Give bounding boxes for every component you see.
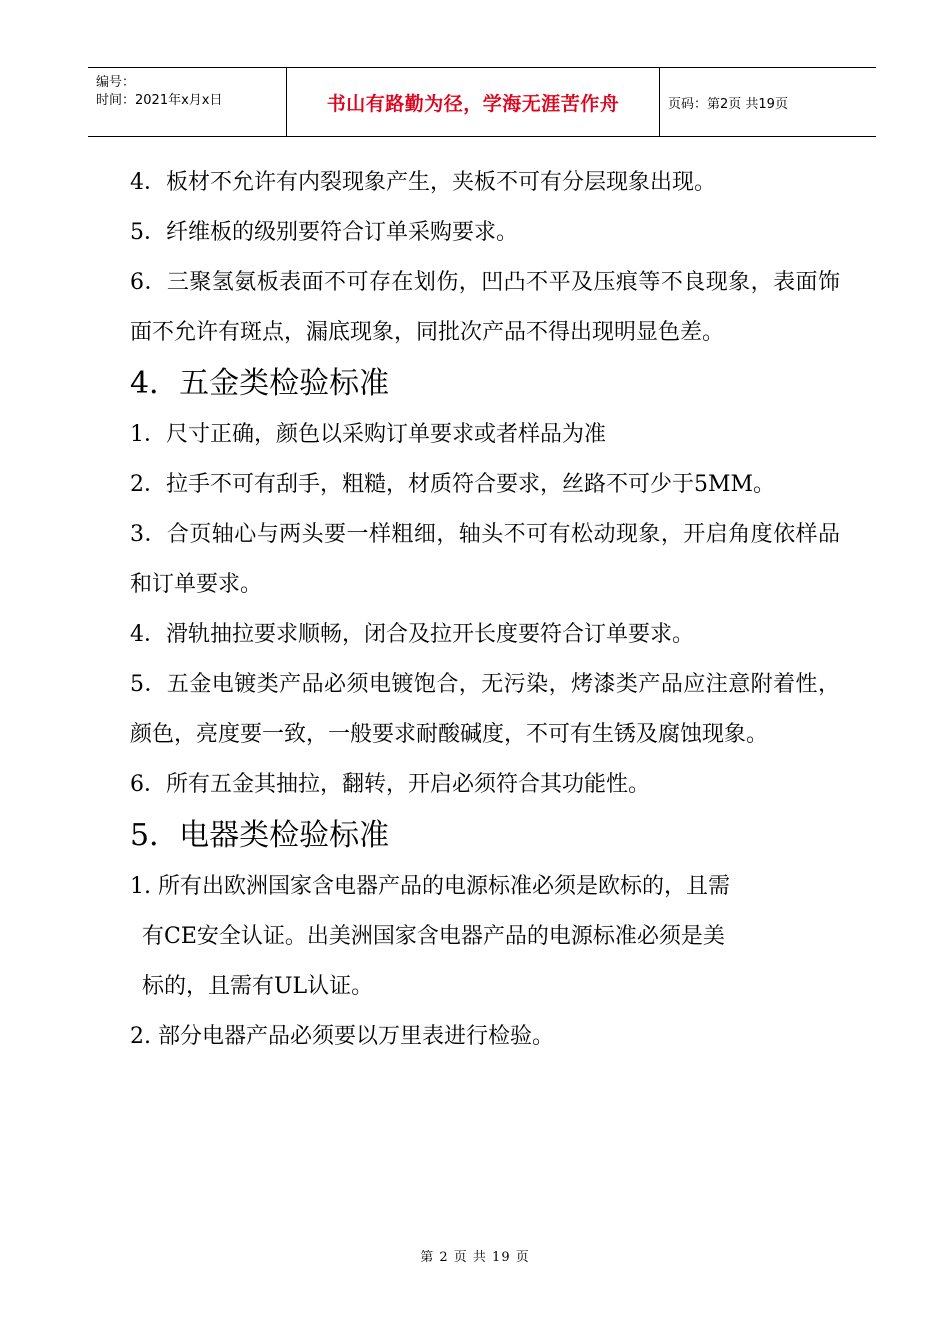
document-body: [130, 158, 840, 1062]
electrical-item-1-line-1: 1. 所有出欧洲国家含电器产品的电源标准必须是欧标的，且需: [130, 874, 730, 899]
paragraph-item-5: 5．纤维板的级别要符合订单采购要求。: [130, 220, 518, 245]
page-footer: 第 2 页 共 19 页: [420, 1250, 530, 1265]
paragraph-item-4: 4．板材不允许有内裂现象产生，夹板不可有分层现象出现。: [130, 170, 716, 195]
electrical-item-1-line-2: 有CE安全认证。出美洲国家含电器产品的电源标准必须是美: [142, 924, 725, 949]
header-motto: 书山有路勤为径，学海无涯苦作舟: [287, 68, 660, 136]
hardware-item-4: 4．滑轨抽拉要求顺畅，闭合及拉开长度要符合订单要求。: [130, 622, 694, 647]
hardware-item-5: 5．五金电镀类产品必须电镀饱合，无污染，烤漆类产品应注意附着性，颜色，亮度要一致，一般要求耐酸碱度，不可有生锈及腐蚀现象。: [130, 672, 840, 747]
hardware-item-2: 2．拉手不可有刮手，粗糙，材质符合要求，丝路不可少于5MM。: [130, 472, 776, 497]
paragraph-item-6: 6．三聚氢氨板表面不可存在划伤，凹凸不平及压痕等不良现象，表面饰面不允许有斑点，漏底现象，同批次产品不得出现明显色差。: [130, 270, 840, 345]
doc-time-label: 时间：2021年x月x日: [96, 93, 223, 108]
section-title-hardware: 4．五金类检验标准: [130, 366, 390, 401]
hardware-item-1: 1．尺寸正确，颜色以采购订单要求或者样品为准: [130, 422, 606, 447]
header-meta: [88, 68, 287, 136]
hardware-item-3: 3．合页轴心与两头要一样粗细，轴头不可有松动现象，开启角度依样品和订单要求。: [130, 522, 840, 597]
doc-number-label: 编号：: [96, 75, 136, 90]
section-title-electrical: 5．电器类检验标准: [130, 818, 390, 853]
electrical-item-1-line-3: 标的，且需有UL认证。: [142, 974, 374, 999]
header-page-code: 页码：第2页 共19页: [668, 96, 788, 112]
hardware-item-6: 6．所有五金其抽拉，翻转，开启必须符合其功能性。: [130, 772, 650, 797]
page-header: [88, 67, 876, 137]
electrical-item-2: 2. 部分电器产品必须要以万里表进行检验。: [130, 1024, 554, 1049]
